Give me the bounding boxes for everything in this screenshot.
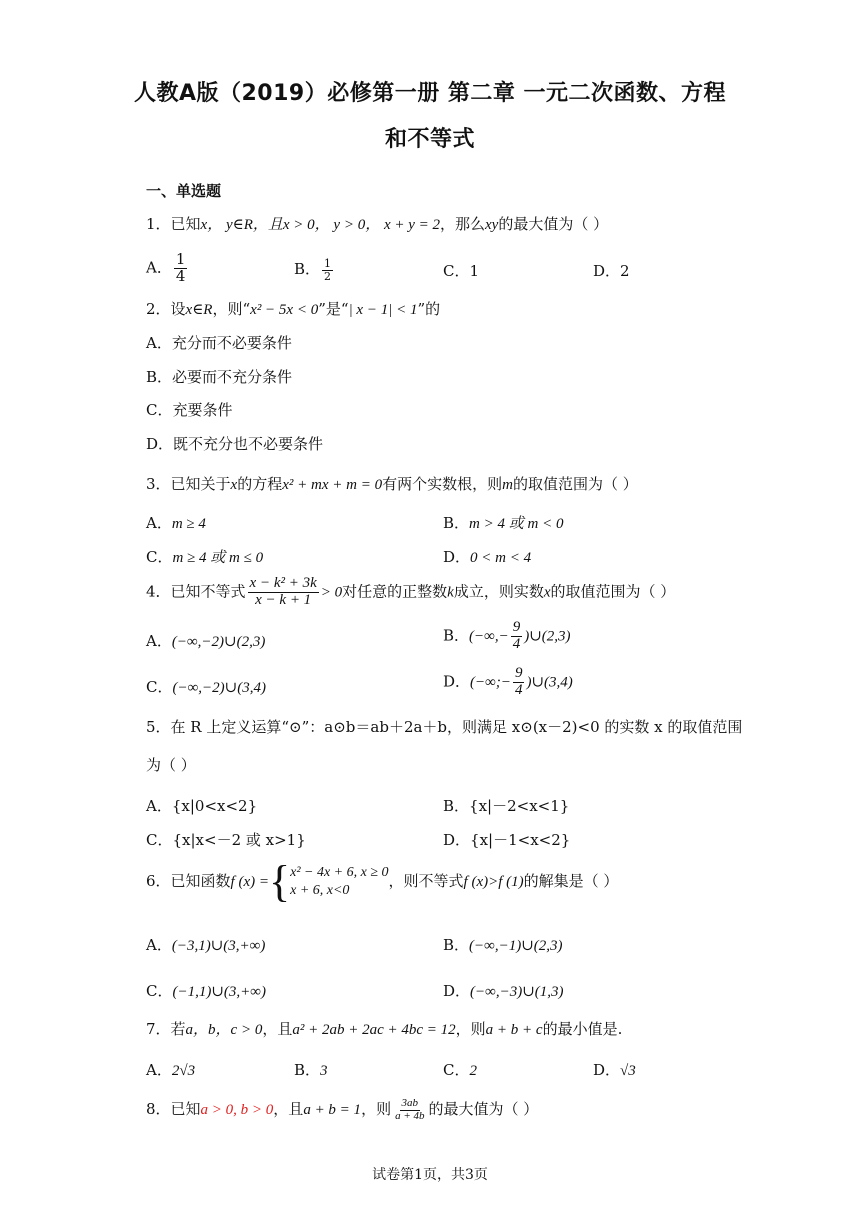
q6-option-b[interactable]: B．(−∞,−1)∪(2,3) <box>443 936 563 954</box>
section-heading: 一、单选题 <box>146 182 222 200</box>
question-2: 2．设x∈R，则“x² − 5x < 0”是“| x − 1| < 1”的 <box>146 300 441 318</box>
q2-option-b[interactable]: B．必要而不充分条件 <box>146 368 293 386</box>
q4-option-b[interactable]: B．(−∞,− $\frac{9}{4}$ )∪(2,3) <box>443 619 571 652</box>
q4-option-d[interactable]: D．(−∞;− $\frac{9}{4}$ )∪(3,4) <box>443 665 573 698</box>
q4-option-c[interactable]: C．(−∞,−2)∪(3,4) <box>146 678 266 696</box>
question-3: 3．已知关于x的方程x² + mx + m = 0有两个实数根，则m的取值范围为（ ） <box>146 475 638 493</box>
q3-option-b[interactable]: B．m > 4 或 m < 0 <box>443 514 564 532</box>
page-title-line1: 人教A版（2019）必修第一册 第二章 一元二次函数、方程 <box>133 81 727 106</box>
q6-option-c[interactable]: C．(−1,1)∪(3,+∞) <box>146 982 266 1000</box>
q6-option-d[interactable]: D．(−∞,−3)∪(1,3) <box>443 982 564 1000</box>
q7-option-b[interactable]: B．3 <box>294 1061 328 1079</box>
question-5-line2: 为（ ） <box>146 756 196 774</box>
q5-option-d[interactable]: D．{x|－1<x<2} <box>443 831 571 849</box>
question-5-line1: 5．在 R 上定义运算“⊙”：a⊙b＝ab＋2a＋b，则满足 x⊙(x－2)<0 的实数 x 的取值范围 <box>146 718 743 736</box>
q6-option-a[interactable]: A．(−3,1)∪(3,+∞) <box>146 936 266 954</box>
question-1: 1．已知x， y∈R，且x > 0， y > 0， x + y = 2，那么xy的最大值为（ ） <box>146 215 609 233</box>
page-title-line2: 和不等式 <box>384 127 475 152</box>
question-7: 7．若a，b，c > 0，且a² + 2ab + 2ac + 4bc = 12，则a + b + c的最小值是. <box>146 1020 623 1038</box>
q3-option-a[interactable]: A．m ≥ 4 <box>146 514 206 532</box>
q7-option-d[interactable]: D．√3 <box>593 1061 636 1079</box>
q2-option-a[interactable]: A．充分而不必要条件 <box>146 334 292 352</box>
question-4: 4．已知不等式 $\frac{\text{x − k² + 3k}}{x - k + 1}$ > 0对任意的正整数k成立，则实数x的取值范围为（ ） <box>146 575 676 608</box>
q7-option-c[interactable]: C．2 <box>443 1061 477 1079</box>
q4-option-a[interactable]: A．(−∞,−2)∪(2,3) <box>146 632 266 650</box>
highlighted-condition: a > 0, b > 0 <box>200 1102 274 1119</box>
q2-option-c[interactable]: C．充要条件 <box>146 401 233 419</box>
q5-option-b[interactable]: B．{x|－2<x<1} <box>443 797 570 815</box>
question-8: 8．已知a > 0, b > 0，且a + b = 1，则 $\frac{3ab}{a + 4b}$ 的最大值为（ ） <box>146 1097 539 1122</box>
question-6: 6．已知函数f (x) = { x² − 4x + 6, x ≥ 0 x + 6, x<0 ，则不等式f (x)>f (1)的解集是（ ） <box>146 857 619 906</box>
q3-option-d[interactable]: D．0 < m < 4 <box>443 548 532 566</box>
q1-option-d[interactable]: D．2 <box>593 262 630 280</box>
page-footer: 试卷第1页，共3页 <box>372 1167 488 1183</box>
q1-option-b[interactable]: B． $\frac{1}{2}$ <box>294 257 332 283</box>
q3-option-c[interactable]: C．m ≥ 4 或 m ≤ 0 <box>146 548 264 566</box>
q1-option-c[interactable]: C．1 <box>443 262 480 280</box>
q5-option-c[interactable]: C．{x|x<－2 或 x>1} <box>146 831 306 849</box>
q2-option-d[interactable]: D．既不充分也不必要条件 <box>146 435 324 453</box>
q7-option-a[interactable]: A．2√3 <box>146 1061 196 1079</box>
q1-option-a[interactable]: A． $\frac{1}{4}$ <box>146 250 186 285</box>
q5-option-a[interactable]: A．{x|0<x<2} <box>146 797 258 815</box>
